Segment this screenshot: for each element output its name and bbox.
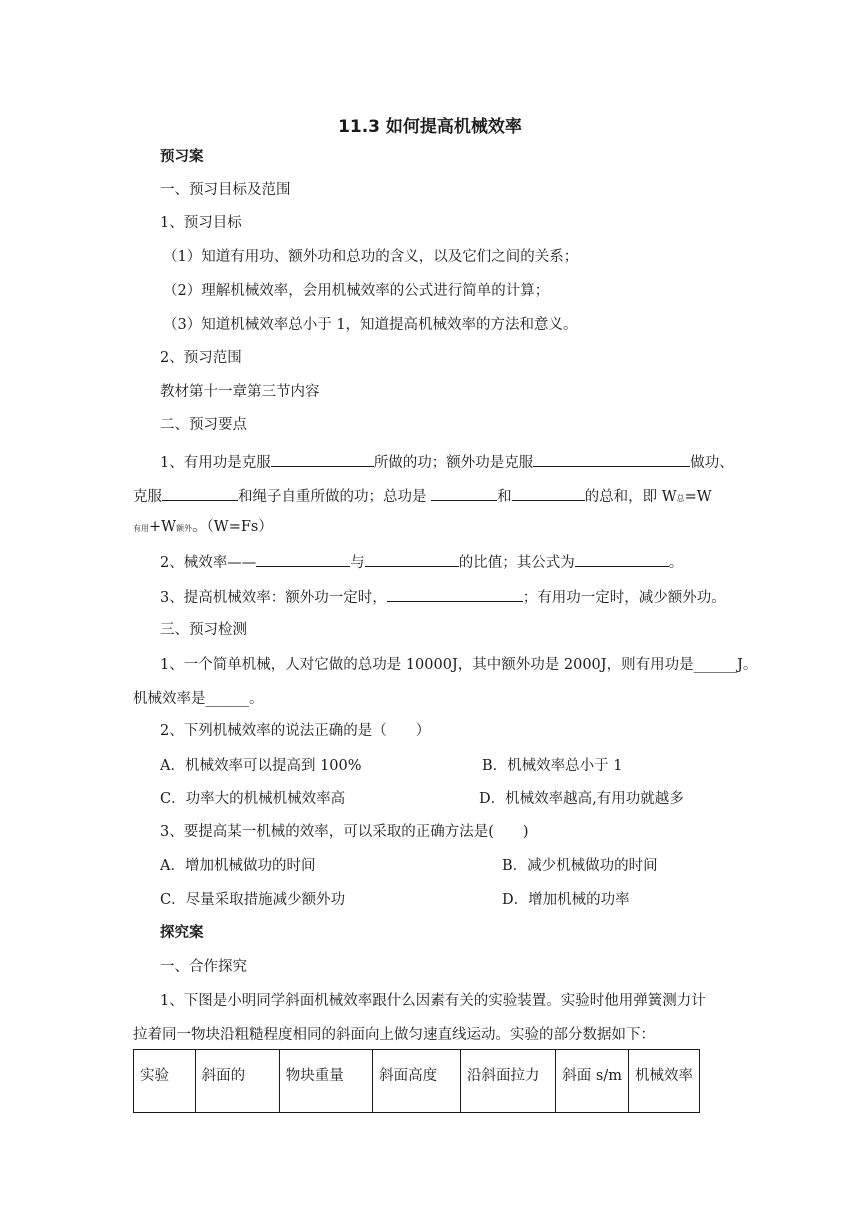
table-header-cell: 斜面高度 (373, 1050, 461, 1113)
fill-blank[interactable] (271, 451, 374, 467)
table-header-cell: 沿斜面拉力 (460, 1050, 555, 1113)
goal-item: （2）理解机械效率，会用机械效率的公式进行简单的计算； (163, 283, 550, 299)
table-header-cell: 物块重量 (279, 1050, 372, 1113)
paragraph-line: 拉着同一物块沿粗糙程度相同的斜面向上做匀速直线运动。实验的部分数据如下： (133, 1027, 655, 1043)
text-segment: 和 (497, 489, 512, 505)
key-point-1-line3 (133, 517, 273, 539)
section-heading: 一、合作探究 (160, 959, 247, 975)
fill-blank[interactable] (365, 551, 459, 567)
text-segment: 与 (350, 555, 365, 571)
text-segment: 2、械效率—— (160, 555, 257, 571)
option-b: B．机械效率总小于 1 (482, 758, 623, 774)
text-segment: 和绳子自重所做的功；总功是 (238, 489, 427, 505)
section-heading: 三、预习检测 (160, 622, 247, 638)
subscript: 有用 (133, 524, 149, 533)
text-segment: +W (149, 519, 177, 535)
table-header-cell: 机械效率 (629, 1050, 700, 1113)
text-segment: 。（W=Fs） (192, 519, 273, 535)
key-point-3 (160, 586, 726, 608)
option-a: A．机械效率可以提高到 100% (160, 758, 362, 774)
subsection-heading: 2、预习范围 (160, 350, 242, 366)
fill-blank[interactable] (533, 451, 690, 467)
key-point-2 (160, 551, 683, 573)
question-1-line2: 机械效率是______。 (133, 691, 264, 707)
text-segment: =W (684, 489, 712, 505)
table-header-row (134, 1050, 700, 1113)
option-c: C．功率大的机械机械效率高 (160, 791, 346, 807)
text-segment: ；有用功一定时，减少额外功。 (522, 590, 726, 606)
preview-heading: 预习案 (160, 149, 204, 165)
text-segment: 的总和，即 W (584, 489, 677, 505)
subsection-heading: 1、预习目标 (160, 215, 242, 231)
text-segment: 克服 (133, 489, 162, 505)
option-d: D．增加机械的功率 (502, 892, 630, 908)
experiment-table (133, 1049, 700, 1113)
section-heading: 二、预习要点 (160, 417, 247, 433)
page-title: 11.3 如何提高机械效率 (338, 117, 522, 137)
paragraph-line: 1、下图是小明同学斜面机械效率跟什么因素有关的实验装置。实验时他用弹簧测力计 (160, 993, 706, 1009)
question-2: 2、下列机械效率的说法正确的是（ ） (160, 723, 431, 739)
goal-item: （1）知道有用功、额外功和总功的含义，以及它们之间的关系； (163, 249, 579, 265)
text-segment: 1、有用功是克服 (160, 455, 271, 471)
key-point-1-line2 (133, 485, 712, 509)
subscript: 总 (676, 494, 685, 503)
question-3: 3、要提高某一机械的效率，可以采取的正确方法是( ) (160, 824, 529, 840)
fill-blank[interactable] (575, 551, 669, 567)
text-segment: 3、提高机械效率：额外功一定时， (160, 590, 387, 606)
text-segment: 的比值；其公式为 (458, 555, 575, 571)
subscript: 额外 (176, 524, 193, 533)
option-a: A．增加机械做功的时间 (160, 858, 316, 874)
fill-blank[interactable] (431, 485, 497, 501)
text-segment: 。 (668, 555, 684, 571)
text-segment: 所做的功；额外功是克服 (373, 455, 534, 471)
fill-blank[interactable] (387, 586, 523, 602)
fill-blank[interactable] (512, 485, 585, 501)
section-heading: 一、预习目标及范围 (160, 182, 291, 198)
option-c: C．尽量采取措施减少额外功 (160, 892, 346, 908)
explore-heading: 探究案 (160, 925, 204, 941)
fill-blank[interactable] (162, 485, 238, 501)
option-b: B．减少机械做功的时间 (502, 858, 658, 874)
fill-blank[interactable] (256, 551, 350, 567)
text-segment: 做功、 (690, 455, 734, 471)
goal-item: （3）知道机械效率总小于 1，知道提高机械效率的方法和意义。 (163, 317, 578, 333)
range-text: 教材第十一章第三节内容 (160, 384, 320, 400)
table-header-cell: 斜面 s/m (556, 1050, 629, 1113)
question-1-line1: 1、一个简单机械，人对它做的总功是 10000J，其中额外功是 2000J，则有用功是______J。 (160, 657, 758, 673)
table-header-cell: 斜面的 (195, 1050, 279, 1113)
table-header-cell: 实验 (134, 1050, 196, 1113)
option-d: D．机械效率越高,有用功就越多 (479, 791, 684, 807)
key-point-1-line1 (160, 451, 734, 473)
